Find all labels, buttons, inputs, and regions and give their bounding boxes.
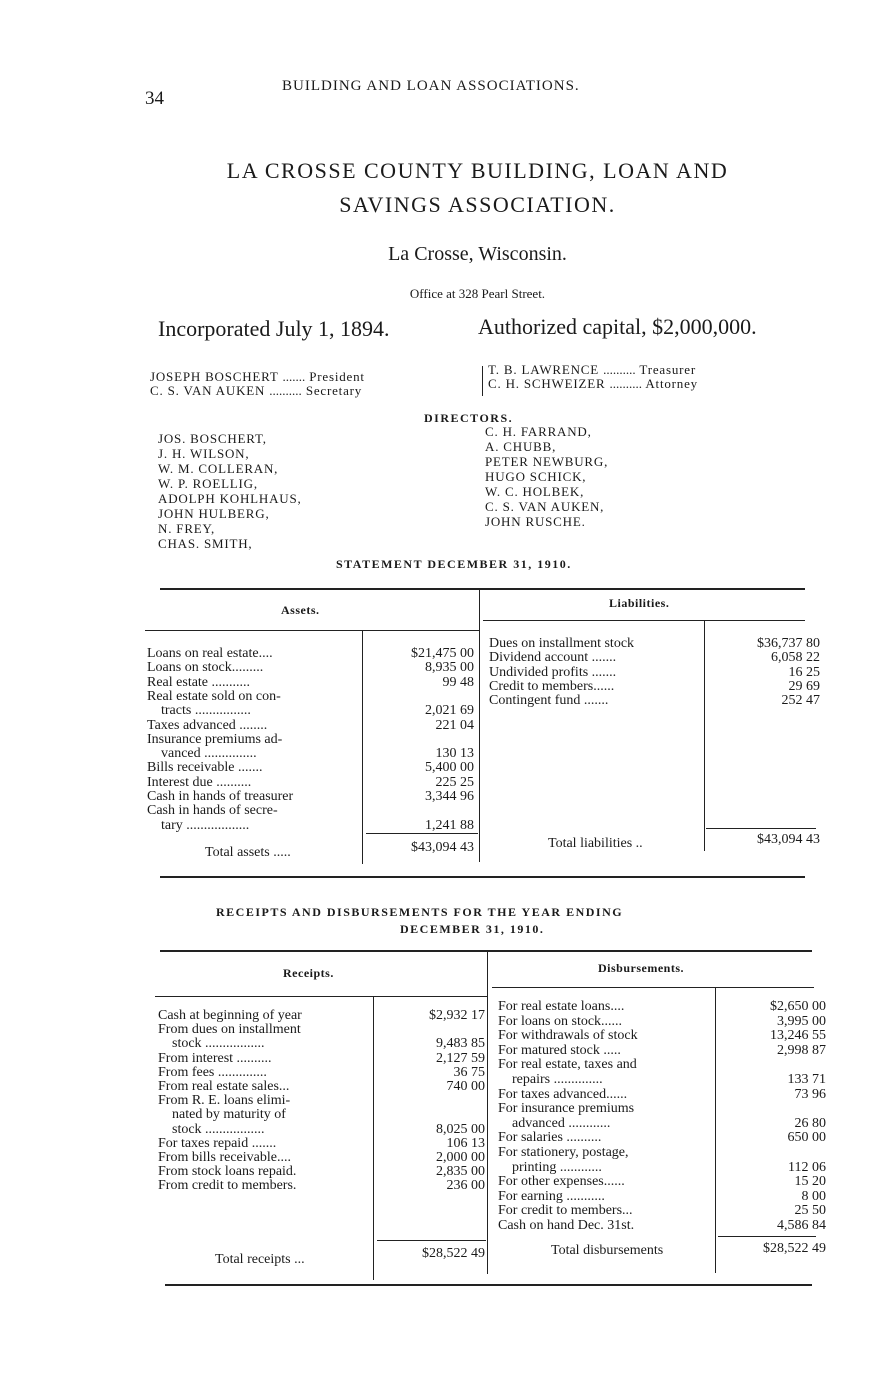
director-right-5: C. S. VAN AUKEN, (485, 499, 605, 514)
disbursement-row-amount: 15 20 (794, 1174, 826, 1190)
receipts-amount-rule (373, 997, 374, 1280)
liability-row-amount: 29 69 (788, 678, 820, 694)
receipt-row-label: From credit to members. (158, 1178, 297, 1194)
asset-row-label: Loans on stock......... (147, 660, 264, 676)
statement-heading: STATEMENT DECEMBER 31, 1910. (336, 557, 572, 571)
disbursement-row-amount: $2,650 00 (770, 999, 826, 1014)
asset-row-label: vanced ............... (161, 746, 257, 762)
asset-row-label: Interest due .......... (147, 774, 252, 790)
disbursements-col-heading: Disbursements. (598, 961, 685, 975)
asset-row-amount: $21,475 00 (411, 646, 474, 661)
disbursement-row-label: For real estate, taxes and (498, 1057, 637, 1073)
officer-president: JOSEPH BOSCHERT ....... President (150, 369, 365, 384)
liability-row-amount: $36,737 80 (757, 636, 820, 651)
disbursements-total-label: Total disbursements (551, 1243, 664, 1258)
assets-total-rule (366, 833, 478, 834)
assets-head-rule (145, 630, 479, 631)
director-right-6: JOHN RUSCHE. (485, 514, 586, 529)
association-title-line2: SAVINGS ASSOCIATION. (339, 192, 616, 217)
liabilities-total-amount: $43,094 43 (757, 832, 820, 847)
asset-row-amount: 225 25 (435, 774, 474, 790)
disbursement-row-amount: 133 71 (787, 1072, 826, 1087)
asset-row-amount: 130 13 (435, 746, 474, 762)
receipt-row-label: From real estate sales... (158, 1079, 290, 1094)
director-left-4: ADOLPH KOHLHAUS, (158, 491, 302, 506)
disbursement-row-label: For earning ........... (498, 1188, 605, 1204)
asset-row-label: Taxes advanced ........ (147, 717, 268, 733)
receipts-col-heading: Receipts. (283, 966, 334, 980)
page-number: 34 (145, 88, 164, 109)
officer-name: C. S. VAN AUKEN (150, 383, 266, 398)
disbursement-row-label: printing ............ (512, 1159, 602, 1175)
receipt-row-label: From stock loans repaid. (158, 1164, 297, 1180)
disbursement-row-label: repairs .............. (512, 1072, 603, 1087)
receipts-center-rule (487, 952, 488, 1274)
receipt-row-label: From R. E. loans elimi- (158, 1093, 291, 1109)
disbursement-row-label: For withdrawals of stock (498, 1028, 638, 1044)
receipt-row-label: nated by maturity of (172, 1107, 286, 1123)
disbursement-row-amount: 112 06 (788, 1159, 826, 1175)
assets-amount-rule (362, 631, 363, 864)
disbursement-row-amount: 2,998 87 (777, 1042, 826, 1058)
officer-treasurer: T. B. LAWRENCE .......... Treasurer (488, 362, 696, 377)
disbursement-row-label: For matured stock ..... (498, 1042, 621, 1058)
liability-row-label: Dividend account ....... (489, 650, 617, 666)
disbursement-row-amount: 73 96 (794, 1086, 826, 1102)
receipt-row-label: From interest .......... (158, 1050, 272, 1066)
receipts-heading-line2: DECEMBER 31, 1910. (400, 922, 545, 936)
disbursement-row-amount: 650 00 (787, 1130, 826, 1146)
association-title-line1: LA CROSSE COUNTY BUILDING, LOAN AND (226, 158, 729, 183)
assets-heading: Assets. (281, 603, 320, 617)
liabilities-heading: Liabilities. (609, 596, 670, 610)
director-left-5: JOHN HULBERG, (158, 506, 270, 521)
asset-row-amount: 2,021 69 (425, 703, 474, 719)
disbursement-row-label: For credit to members... (498, 1203, 633, 1219)
officer-name: JOSEPH BOSCHERT (150, 369, 279, 384)
director-left-6: N. FREY, (158, 521, 216, 536)
asset-row-amount: 8,935 00 (425, 660, 474, 676)
capital-line: Authorized capital, $2,000,000. (478, 314, 757, 339)
disbursement-row-amount: 4,586 84 (777, 1218, 826, 1233)
asset-row-label: tracts ................ (161, 703, 251, 719)
receipts-head-rule (155, 996, 487, 997)
asset-row-label: Insurance premiums ad- (147, 731, 283, 747)
officer-divider (482, 366, 483, 396)
officer-title: Secretary (305, 383, 363, 398)
receipts-bottom-rule (165, 1284, 812, 1286)
statement-center-rule (479, 590, 480, 862)
disbursement-row-amount: 26 80 (794, 1115, 826, 1131)
receipt-row-amount: $2,932 17 (429, 1008, 485, 1023)
receipt-row-amount: 8,025 00 (436, 1121, 485, 1137)
disbursement-row-label: For real estate loans.... (498, 999, 625, 1014)
director-left-3: W. P. ROELLIG, (158, 476, 258, 491)
director-left-7: CHAS. SMITH, (158, 536, 253, 551)
director-right-4: W. C. HOLBEK, (485, 484, 585, 499)
disbursements-amount-rule (715, 988, 716, 1273)
receipt-row-label: From fees .............. (158, 1064, 267, 1080)
liability-row-amount: 6,058 22 (771, 650, 820, 666)
running-title: BUILDING AND LOAN ASSOCIATIONS. (282, 78, 580, 94)
disbursements-head-rule (492, 987, 814, 988)
disbursement-row-amount: 25 50 (794, 1203, 826, 1219)
statement-top-rule (160, 588, 805, 590)
incorporated-line: Incorporated July 1, 1894. (158, 316, 390, 341)
disbursement-row-label: For taxes advanced...... (498, 1086, 628, 1102)
asset-row-amount: 99 48 (442, 674, 474, 690)
asset-row-label: Bills receivable ....... (147, 760, 263, 776)
director-left-1: J. H. WILSON, (158, 446, 250, 461)
officer-name: T. B. LAWRENCE (488, 362, 600, 377)
city-line: La Crosse, Wisconsin. (388, 243, 567, 265)
receipts-total-amount: $28,522 49 (422, 1246, 485, 1261)
asset-row-amount: 3,344 96 (425, 789, 474, 804)
officer-secretary: C. S. VAN AUKEN .......... Secretary (150, 383, 363, 398)
office-line: Office at 328 Pearl Street. (409, 286, 546, 301)
liabilities-head-rule (483, 620, 805, 621)
liability-row-label: Dues on installment stock (489, 636, 635, 651)
officer-title: President (309, 369, 365, 384)
receipts-heading-line1: RECEIPTS AND DISBURSEMENTS FOR THE YEAR ENDING (216, 905, 624, 919)
disbursement-row-label: advanced ............ (512, 1115, 611, 1131)
director-right-1: A. CHUBB, (485, 439, 557, 454)
receipts-top-rule (160, 950, 812, 952)
asset-row-amount: 5,400 00 (425, 760, 474, 776)
receipt-row-amount: 106 13 (446, 1135, 485, 1151)
liabilities-total-label: Total liabilities .. (548, 836, 643, 851)
officer-attorney: C. H. SCHWEIZER .......... Attorney (488, 376, 698, 391)
disbursement-row-label: Cash on hand Dec. 31st. (498, 1218, 635, 1233)
receipt-row-amount: 2,835 00 (436, 1164, 485, 1180)
disbursement-row-label: For stationery, postage, (498, 1145, 629, 1160)
director-right-2: PETER NEWBURG, (485, 454, 609, 469)
receipt-row-label: For taxes repaid ....... (158, 1135, 277, 1151)
receipt-row-label: stock ................. (172, 1036, 265, 1052)
officer-name: C. H. SCHWEIZER (488, 376, 606, 391)
liability-row-amount: 16 25 (788, 664, 820, 680)
asset-row-label: Real estate sold on con- (147, 688, 281, 704)
officer-title: Treasurer (639, 362, 696, 377)
disbursement-row-label: For insurance premiums (498, 1101, 635, 1117)
asset-row-label: Real estate ........... (147, 674, 251, 690)
asset-row-amount: 1,241 88 (425, 817, 474, 833)
asset-row-label: Cash in hands of treasurer (147, 789, 294, 804)
disbursements-total-rule (718, 1236, 816, 1237)
receipt-row-label: Cash at beginning of year (158, 1008, 302, 1023)
liability-row-label: Contingent fund ....... (489, 693, 609, 709)
receipt-row-label: From bills receivable.... (158, 1150, 291, 1165)
disbursement-row-label: For salaries .......... (498, 1130, 602, 1146)
assets-total-amount: $43,094 43 (411, 840, 474, 855)
asset-row-amount: 221 04 (435, 717, 474, 733)
liabilities-amount-rule (704, 621, 705, 851)
director-left-2: W. M. COLLERAN, (158, 461, 279, 476)
disbursement-row-amount: 13,246 55 (770, 1028, 826, 1044)
directors-heading: DIRECTORS. (424, 411, 514, 425)
receipt-row-amount: 2,000 00 (436, 1150, 485, 1165)
disbursement-row-label: For other expenses...... (498, 1174, 625, 1190)
disbursement-row-amount: 8 00 (801, 1188, 826, 1204)
statement-bottom-rule (160, 876, 805, 878)
receipt-row-amount: 36 75 (453, 1064, 485, 1080)
asset-row-label: tary .................. (161, 817, 250, 833)
liability-row-label: Credit to members...... (489, 678, 615, 694)
asset-row-label: Loans on real estate.... (147, 646, 273, 661)
director-right-0: C. H. FARRAND, (485, 424, 592, 439)
receipt-row-amount: 2,127 59 (436, 1050, 485, 1066)
liability-row-amount: 252 47 (781, 693, 820, 709)
receipt-row-amount: 236 00 (446, 1178, 485, 1194)
assets-total-label: Total assets ..... (205, 845, 291, 860)
receipts-total-label: Total receipts ... (215, 1252, 305, 1267)
director-right-3: HUGO SCHICK, (485, 469, 587, 484)
disbursements-total-amount: $28,522 49 (763, 1241, 826, 1256)
disbursement-row-amount: 3,995 00 (777, 1013, 826, 1029)
receipt-row-amount: 740 00 (446, 1079, 485, 1094)
officer-title: Attorney (645, 376, 698, 391)
asset-row-label: Cash in hands of secre- (147, 803, 278, 819)
receipt-row-amount: 9,483 85 (436, 1036, 485, 1052)
receipt-row-label: stock ................. (172, 1121, 265, 1137)
disbursement-row-label: For loans on stock...... (498, 1013, 623, 1029)
receipt-row-label: From dues on installment (158, 1022, 301, 1038)
director-left-0: JOS. BOSCHERT, (158, 431, 267, 446)
liabilities-total-rule (706, 828, 816, 829)
receipts-total-rule (377, 1240, 486, 1241)
liability-row-label: Undivided profits ....... (489, 664, 617, 680)
